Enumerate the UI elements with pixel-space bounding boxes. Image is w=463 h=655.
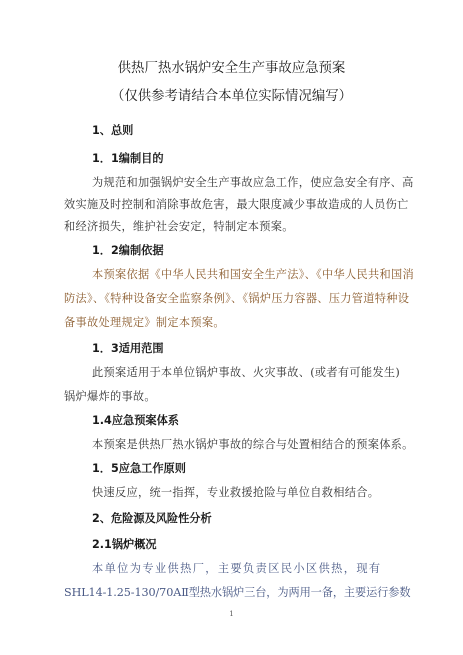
- section-2-1-heading: 2.1锅炉概况: [92, 538, 157, 551]
- paragraph-line: 此预案适用于本单位锅炉事故、火灾事故、(或者有可能发生): [92, 366, 401, 379]
- paragraph-line: 防法》、《特种设备安全监察条例》、《锅炉压力容器、压力管道特种设: [64, 292, 410, 305]
- paragraph-line: 和经济损失，维护社会安定，特制定本预案。: [64, 220, 294, 233]
- document-title: 供热厂热水锅炉安全生产事故应急预案: [117, 61, 346, 76]
- paragraph-line: SHL14-1.25-130/70AⅡ型热水锅炉三台，为两用一备，主要运行参数: [64, 586, 411, 599]
- paragraph-line: 快速反应，统一指挥，专业救援抢险与单位自救相结合。: [92, 486, 380, 499]
- section-1-4-heading: 1.4应急预案体系: [92, 414, 179, 427]
- paragraph-line: 效实施及时控制和消除事故危害，最大限度减少事故造成的人员伤亡: [64, 198, 409, 211]
- document-subtitle: （仅供参考请结合本单位实际情况编写）: [110, 89, 353, 104]
- paragraph-line: 本单位为专业供热厂，主要负责区民小区供热，现有: [92, 562, 382, 575]
- section-1-5-heading: 1．5应急工作原则: [92, 462, 186, 475]
- paragraph-line: 本预案依据《中华人民共和国安全生产法》、《中华人民共和国消: [92, 268, 414, 281]
- paragraph-line: 锅炉爆炸的事故。: [64, 390, 156, 403]
- section-1-2-heading: 1．2编制依据: [92, 244, 164, 257]
- paragraph-line: 备事故处理规定》制定本预案。: [64, 316, 225, 329]
- section-2-heading: 2、危险源及风险性分析: [92, 512, 212, 525]
- section-1-heading: 1、总则: [92, 124, 134, 137]
- section-1-3-heading: 1．3适用范围: [92, 342, 164, 355]
- page-number: 1: [229, 610, 234, 618]
- paragraph-line: 为规范和加强锅炉安全生产事故应急工作，使应急安全有序、高: [92, 176, 414, 189]
- paragraph-line: 本预案是供热厂热水锅炉事故的综合与处置相结合的预案体系。: [92, 438, 414, 451]
- section-1-1-heading: 1．1编制目的: [92, 152, 164, 165]
